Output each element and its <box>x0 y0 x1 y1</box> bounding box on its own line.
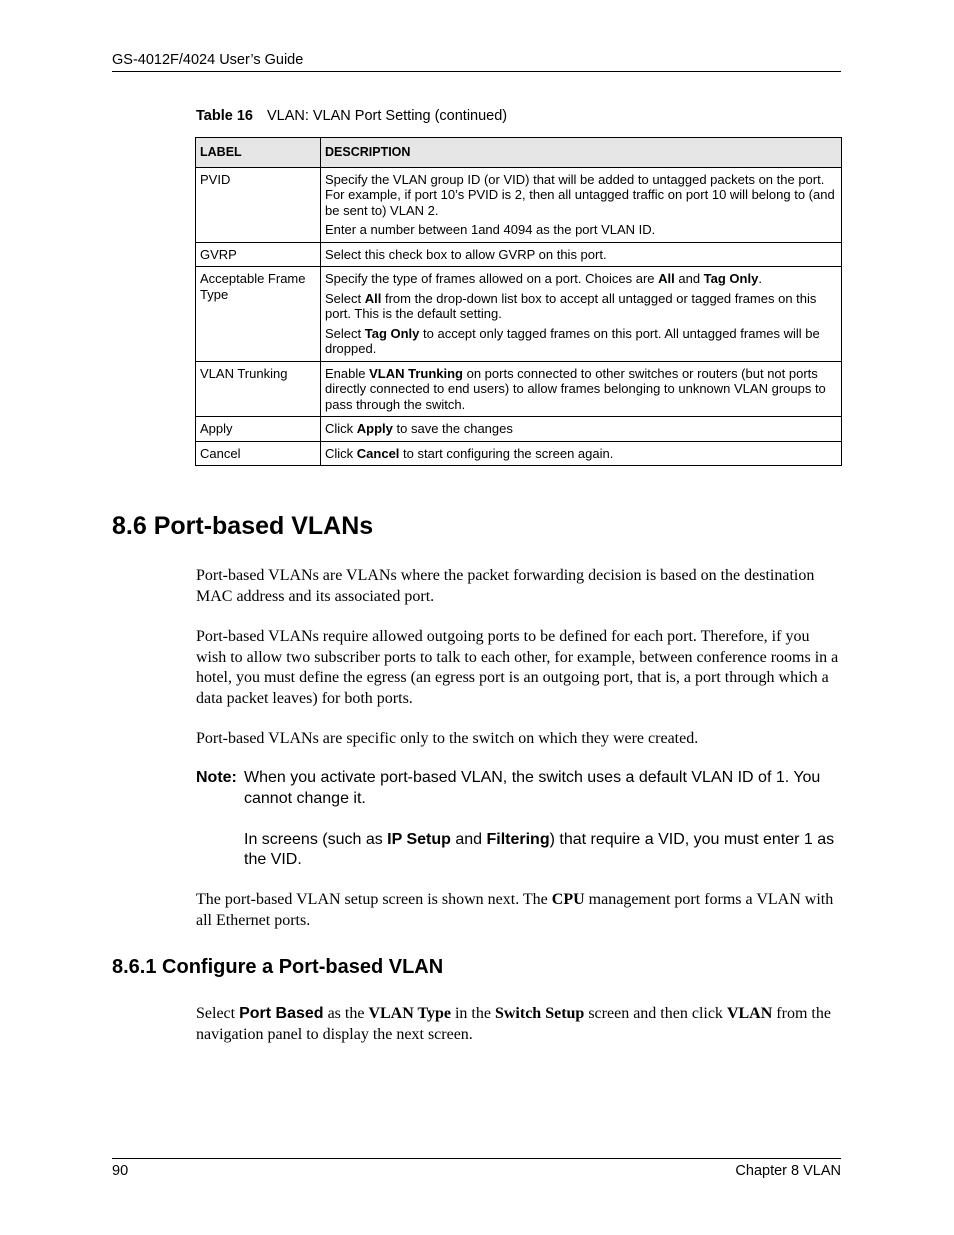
vlan-port-setting-table <box>195 137 842 466</box>
table-row <box>196 417 842 442</box>
row-label: PVID <box>196 167 321 242</box>
description-paragraph: Select this check box to allow GVRP on this port. <box>325 246 607 262</box>
footer-rule <box>112 1158 841 1159</box>
paragraph-setup-screen: The port-based VLAN setup screen is shown next. The CPU management port forms a VLAN with all Ethernet ports. <box>196 891 834 929</box>
subsection-heading: 8.6.1 Configure a Port-based VLAN <box>112 956 444 978</box>
table-row <box>196 167 842 242</box>
description-paragraph: Select All from the drop-down list box to accept all untagged or tagged frames on this port. This is the default setting. <box>325 290 817 321</box>
paragraph-scope: Port-based VLANs are specific only to the switch on which they were created. <box>196 730 699 747</box>
table-caption-text: VLAN: VLAN Port Setting (continued) <box>266 108 508 124</box>
paragraph-configure: Select Port Based as the VLAN Type in the Switch Setup screen and then click VLAN from the navigation panel to display the next screen. <box>196 1005 831 1043</box>
row-label: Cancel <box>196 441 321 466</box>
header-rule <box>112 71 841 72</box>
column-header-label: LABEL <box>196 138 321 168</box>
row-label: VLAN Trunking <box>196 361 321 417</box>
description-paragraph: Specify the VLAN group ID (or VID) that will be added to untagged packets on the port. For example, if port 10’s PVID is 2, then all untagged traffic on port 10 will belong to (and be sent to) VLAN 2. <box>325 171 835 218</box>
running-header: GS-4012F/4024 User’s Guide <box>112 52 304 68</box>
table-row <box>196 267 842 362</box>
table-row <box>196 441 842 466</box>
note-paragraph-2: In screens (such as IP Setup and Filtering) that require a VID, you must enter 1 as the VID. <box>244 830 835 868</box>
row-description <box>321 267 842 362</box>
table-header-row <box>196 138 842 168</box>
description-paragraph: Click Apply to save the changes <box>325 421 513 436</box>
description-paragraph: Click Cancel to start configuring the screen again. <box>325 445 614 461</box>
note-block <box>196 768 841 871</box>
row-label: GVRP <box>196 242 321 267</box>
page-number: 90 <box>112 1163 129 1179</box>
row-description <box>321 242 842 267</box>
table-body <box>196 167 842 466</box>
note-label: Note: <box>196 769 237 786</box>
column-header-description: DESCRIPTION <box>321 138 842 168</box>
section-heading: 8.6 Port-based VLANs <box>112 512 374 540</box>
table-row <box>196 242 842 267</box>
description-paragraph: Enable VLAN Trunking on ports connected to other switches or routers (but not ports directly connected to end users) to allow frames belonging to unknown VLAN groups to pass through the switch. <box>325 365 826 412</box>
row-label: Acceptable Frame Type <box>196 267 321 362</box>
paragraph-requirements: Port-based VLANs require allowed outgoing ports to be defined for each port. Therefore, if you wish to allow two subscriber ports to talk to each other, for example, between conference rooms in a hotel, you must define the egress (an egress port is an outgoing port, that is, a port through which a data packet leaves) for both ports. <box>196 628 839 707</box>
note-paragraph-1: When you activate port-based VLAN, the switch uses a default VLAN ID of 1. You cannot change it. <box>244 769 821 807</box>
description-paragraph: Specify the type of frames allowed on a port. Choices are All and Tag Only. <box>325 271 762 286</box>
paragraph-definition: Port-based VLANs are VLANs where the packet forwarding decision is based on the destination MAC address and its associated port. <box>196 567 815 605</box>
description-paragraph: Select Tag Only to accept only tagged frames on this port. All untagged frames will be dropped. <box>325 325 820 356</box>
table-caption <box>196 108 507 124</box>
row-description <box>321 167 842 242</box>
row-description <box>321 441 842 466</box>
row-label: Apply <box>196 417 321 442</box>
table-caption-number: Table 16 <box>196 108 253 124</box>
chapter-label: Chapter 8 VLAN <box>735 1163 841 1179</box>
table-row <box>196 361 842 417</box>
row-description <box>321 361 842 417</box>
description-paragraph: Enter a number between 1and 4094 as the port VLAN ID. <box>325 222 656 237</box>
row-description <box>321 417 842 442</box>
